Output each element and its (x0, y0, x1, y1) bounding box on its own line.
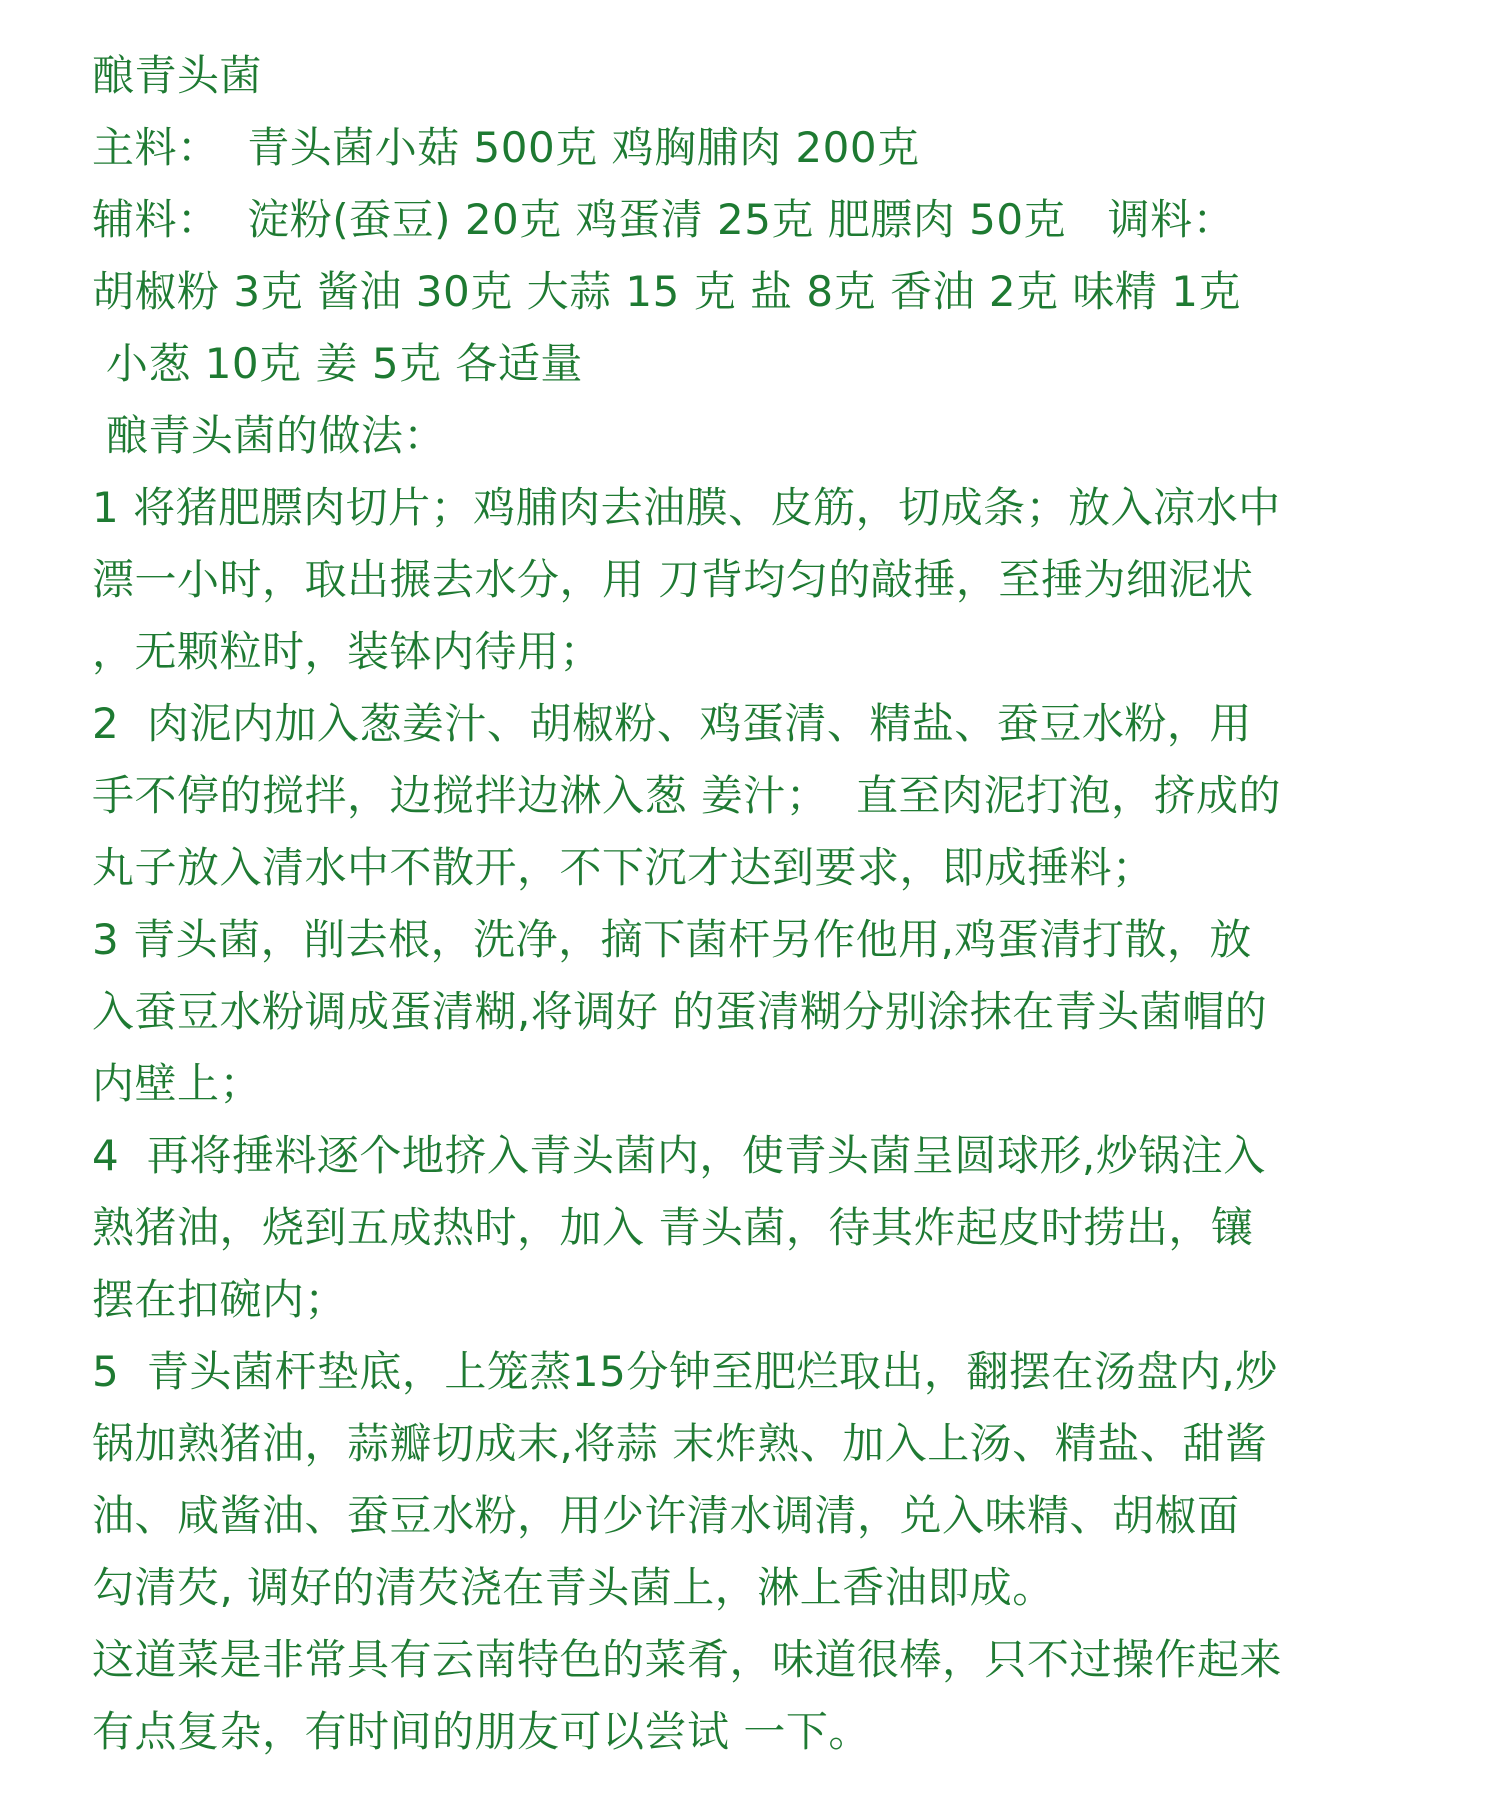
step-1-line: 漂一小时，取出搌去水分，用 刀背均匀的敲捶，至捶为细泥状 (92, 555, 1254, 604)
closing-note-line: 有点复杂，有时间的朋友可以尝试 一下。 (92, 1707, 871, 1756)
recipe-title: 酿青头菌 (92, 51, 263, 100)
step-1-line: 1 将猪肥膘肉切片；鸡脯肉去油膜、皮筋，切成条；放入凉水中 (92, 483, 1281, 532)
closing-note-line: 这道菜是非常具有云南特色的菜肴，味道很棒，只不过操作起来 (92, 1635, 1283, 1684)
step-4-line: 熟猪油，烧到五成热时，加入 青头菌，待其炸起皮时捞出，镶 (92, 1203, 1254, 1252)
step-5-line: 油、咸酱油、蚕豆水粉，用少许清水调清，兑入味精、胡椒面 (92, 1491, 1240, 1540)
step-2-line: 手不停的搅拌，边搅拌边淋入葱 姜汁； 直至肉泥打泡，挤成的 (92, 771, 1282, 820)
seasonings-line-continued: 小葱 10克 姜 5克 各适量 (92, 339, 583, 388)
step-3-line: 入蚕豆水粉调成蛋清糊,将调好 的蛋清糊分别涂抹在青头菌帽的 (92, 987, 1268, 1036)
step-3-line: 3 青头菌，削去根，洗净，摘下菌杆另作他用,鸡蛋清打散，放 (92, 915, 1252, 964)
auxiliary-ingredients-line: 辅料： 淀粉(蚕豆) 20克 鸡蛋清 25克 肥膘肉 50克 调料： (92, 195, 1236, 244)
step-3-line: 内壁上； (92, 1059, 263, 1108)
step-5-line: 5 青头菌杆垫底，上笼蒸15分钟至肥烂取出，翻摆在汤盘内,炒 (92, 1347, 1278, 1396)
step-2-line: 丸子放入清水中不散开，不下沉才达到要求，即成捶料； (92, 843, 1155, 892)
step-5-line: 锅加熟猪油，蒜瓣切成末,将蒜 末炸熟、加入上汤、精盐、甜酱 (92, 1419, 1268, 1468)
recipe-document (92, 40, 1437, 1768)
step-2-line: 2 肉泥内加入葱姜汁、胡椒粉、鸡蛋清、精盐、蚕豆水粉，用 (92, 699, 1252, 748)
main-ingredients-line: 主料： 青头菌小菇 500克 鸡胸脯肉 200克 (92, 123, 920, 172)
step-5-line: 勾清芡, 调好的清芡浇在青头菌上，淋上香油即成。 (92, 1563, 1055, 1612)
step-4-line: 4 再将捶料逐个地挤入青头菌内，使青头菌呈圆球形,炒锅注入 (92, 1131, 1266, 1180)
step-4-line: 摆在扣碗内； (92, 1275, 348, 1324)
method-heading: 酿青头菌的做法： (92, 411, 446, 460)
seasonings-line: 胡椒粉 3克 酱油 30克 大蒜 15 克 盐 8克 香油 2克 味精 1克 (92, 267, 1241, 316)
step-1-line: ，无颗粒时，装钵内待用； (92, 627, 603, 676)
